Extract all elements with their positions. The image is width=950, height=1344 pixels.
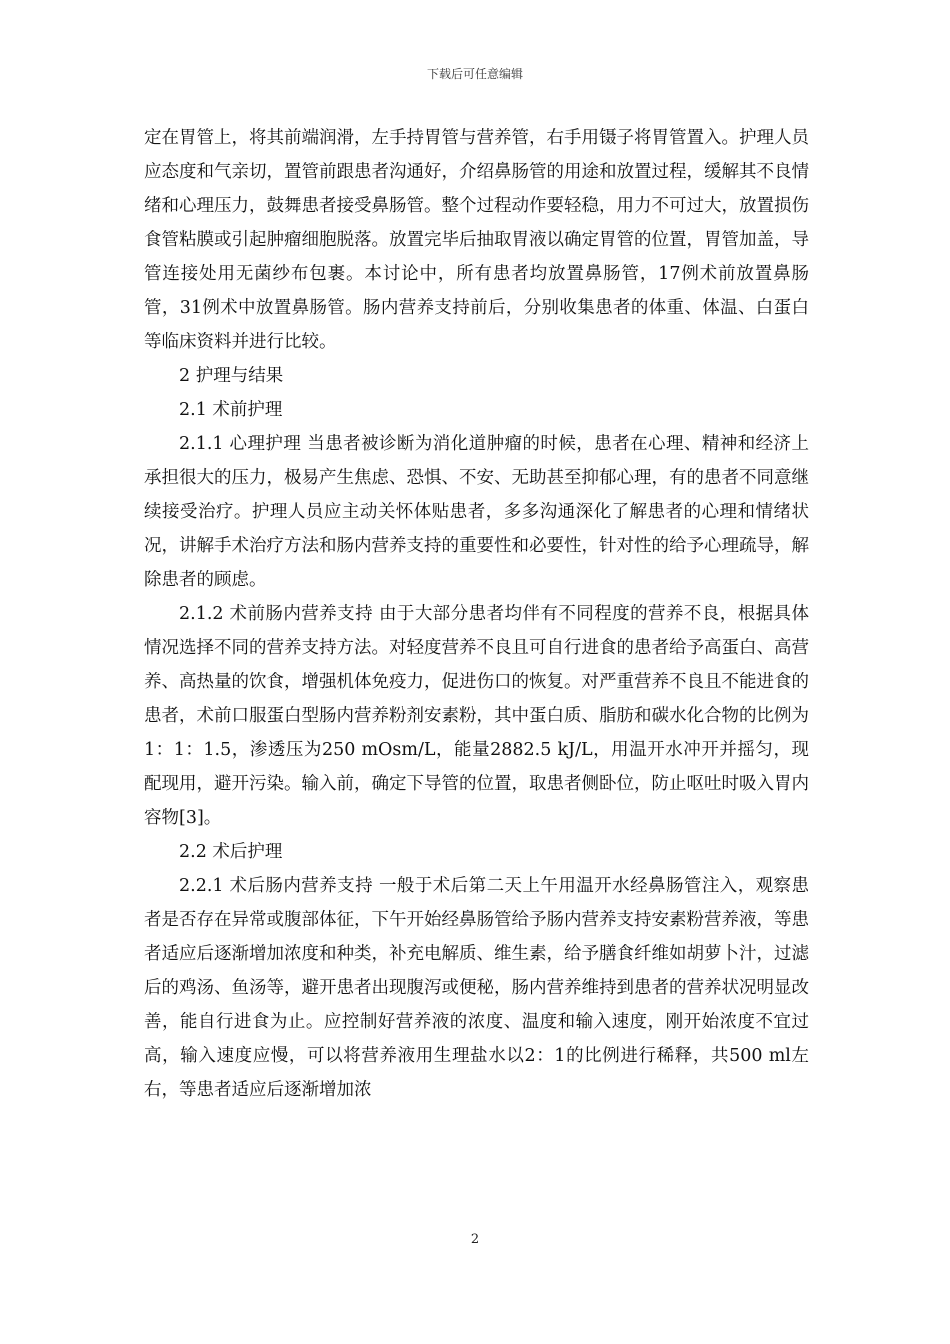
paragraph-2-1-1: 2.1.1 心理护理 当患者被诊断为消化道肿瘤的时候，患者在心理、精神和经济上承担很大的压力，极易产生焦虑、恐惧、不安、无助甚至抑郁心理，有的患者不同意继续接受治疗。护理人员应主动关怀体贴患者，多多沟通深化了解患者的心理和情绪状况，讲解手术治疗方法和肠内营养支持的重要性和必要性，针对性的给予心理疏导，解除患者的顾虑。 (144, 434, 809, 590)
paragraph-2-1-2: 2.1.2 术前肠内营养支持 由于大部分患者均伴有不同程度的营养不良，根据具体情况选择不同的营养支持方法。对轻度营养不良且可自行进食的患者给予高蛋白、高营养、高热量的饮食，增强机体免疫力，促进伤口的恢复。对严重营养不良且不能进食的患者，术前口服蛋白型肠内营养粉剂安素粉，其中蛋白质、脂肪和碳水化合物的比例为1：1：1.5，渗透压为250 mOsm/L，能量2882.5 kJ/L，用温开水冲开并摇匀，现配现用，避开污染。输入前，确定下导管的位置，取患者侧卧位，防止呕吐时吸入胃内容物[3]。 (144, 604, 809, 828)
section-heading-2: 2 护理与结果 (179, 366, 284, 386)
page-number: 2 (470, 1232, 480, 1247)
paragraph-2-2-1: 2.2.1 术后肠内营养支持 一般于术后第二天上午用温开水经鼻肠管注入，观察患者是否存在异常或腹部体征，下午开始经鼻肠管给予肠内营养支持安素粉营养液，等患者适应后逐渐增加浓度和种类，补充电解质、维生素，给予膳食纤维如胡萝卜汁，过滤后的鸡汤、鱼汤等，避开患者出现腹泻或便秘，肠内营养维持到患者的营养状况明显改善，能自行进食为止。应控制好营养液的浓度、温度和输入速度，刚开始浓度不宜过高，输入速度应慢，可以将营养液用生理盐水以2：1的比例进行稀释，共500 ml左右，等患者适应后逐渐增加浓 (144, 876, 809, 1100)
section-heading-2-2: 2.2 术后护理 (179, 842, 283, 862)
document-body (144, 121, 809, 1107)
section-heading-2-1: 2.1 术前护理 (179, 400, 283, 420)
page-header: 下载后可任意编辑 (426, 67, 523, 81)
paragraph-continued: 定在胃管上，将其前端润滑，左手持胃管与营养管，右手用镊子将胃管置入。护理人员应态度和气亲切，置管前跟患者沟通好，介绍鼻肠管的用途和放置过程，缓解其不良情绪和心理压力，鼓舞患者接受鼻肠管。整个过程动作要轻稳，用力不可过大，放置损伤食管粘膜或引起肿瘤细胞脱落。放置完毕后抽取胃液以确定胃管的位置，胃管加盖，导管连接处用无菌纱布包裹。本讨论中，所有患者均放置鼻肠管，17例术前放置鼻肠管，31例术中放置鼻肠管。肠内营养支持前后，分别收集患者的体重、体温、白蛋白等临床资料并进行比较。 (144, 128, 809, 352)
